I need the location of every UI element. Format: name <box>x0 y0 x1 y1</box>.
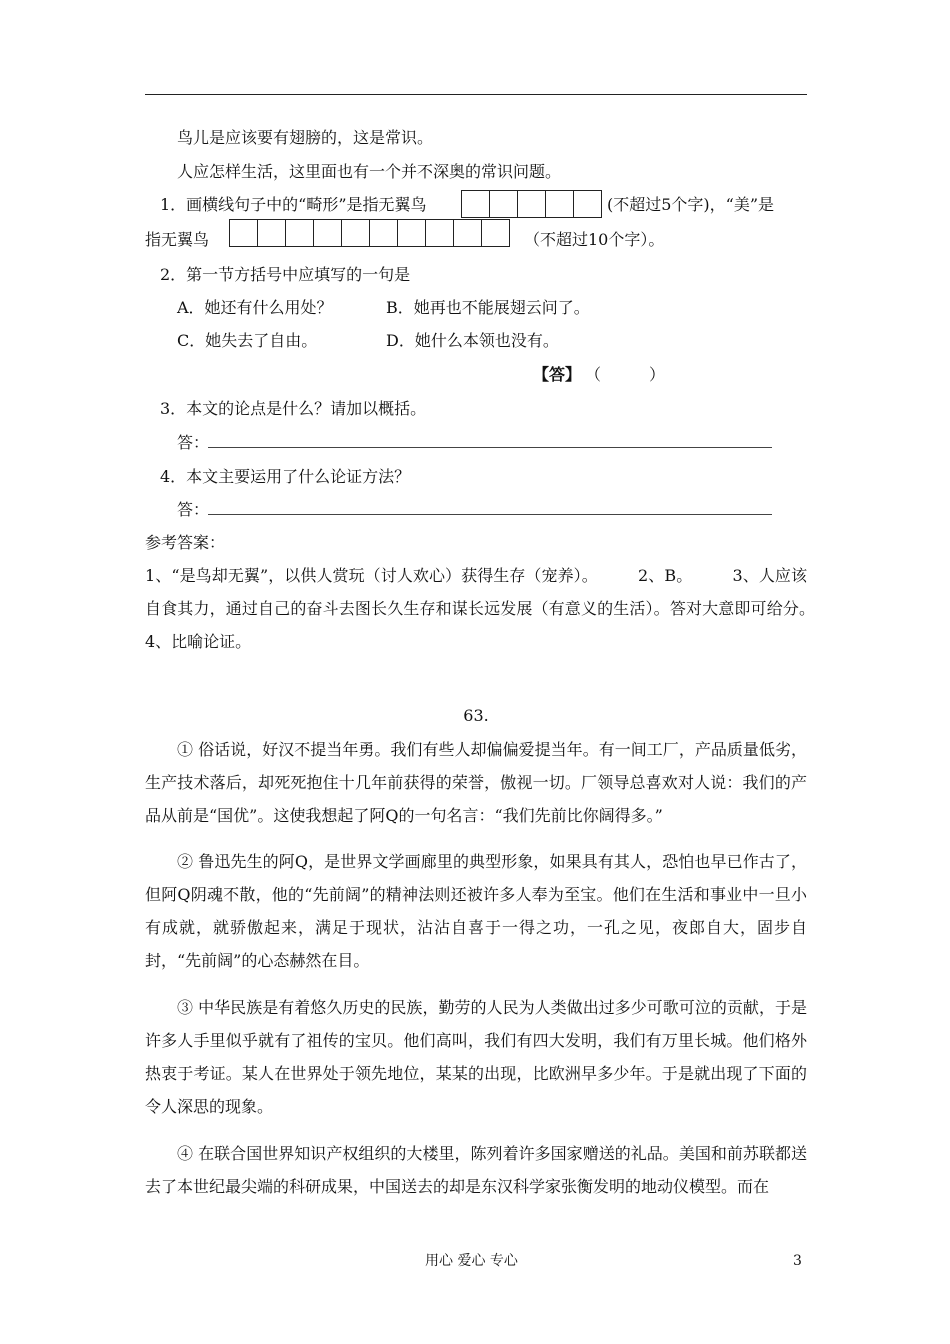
answer-box[interactable] <box>342 219 370 247</box>
answer-box[interactable] <box>518 190 546 218</box>
q2-answer-blank[interactable]: （ ） <box>585 365 666 384</box>
header-rule <box>145 94 807 95</box>
intro-line-2: 人应怎样生活，这里面也有一个并不深奥的常识问题。 <box>177 162 562 181</box>
answer-box[interactable] <box>314 219 342 247</box>
answer-box[interactable] <box>258 219 286 247</box>
paragraph-4: ④ 在联合国世界知识产权组织的大楼里，陈列着许多国家赠送的礼品。美国和前苏联都送去了本世纪最尖端的科研成果，中国送去的却是东汉科学家张衡发明的地动仪模型。而在 <box>145 1144 807 1196</box>
answer-box[interactable] <box>286 219 314 247</box>
q1-answer-boxes-5[interactable] <box>461 190 602 218</box>
ref-title: 参考答案： <box>145 533 226 552</box>
q1-text-c: 指无翼鸟 <box>145 230 210 249</box>
paragraph-1: ① 俗话说，好汉不提当年勇。我们有些人却偏偏爱提当年。有一间工厂，产品质量低劣，生产技术落后，却死死抱住十几年前获得的荣誉，傲视一切。厂领导总喜欢对人说：我们的产品从前是“国优”。这使我想起了阿Q的一句名言：“我们先前比你阔得多。” <box>145 740 807 825</box>
q1-text-d: （不超过10个字）。 <box>524 230 665 249</box>
q1-answer-boxes-10[interactable] <box>229 219 510 247</box>
answer-box[interactable] <box>426 219 454 247</box>
answer-box[interactable] <box>398 219 426 247</box>
q1-text-a: 1．画横线句子中的“畸形”是指无翼鸟 <box>160 195 427 214</box>
answer-box[interactable] <box>454 219 482 247</box>
paragraph-2: ② 鲁迅先生的阿Q，是世界文学画廊里的典型形象，如果具有其人，恐怕也早已作古了，但阿Q阴魂不散，他的“先前阔”的精神法则还被许多人奉为至宝。他们在生活和事业中一旦小有成就，就骄傲起来，满足于现状，沾沾自喜于一得之功，一孔之见，夜郎自大，固步自封，“先前阔”的心态赫然在目。 <box>145 852 807 970</box>
answer-box[interactable] <box>574 190 602 218</box>
page-number: 3 <box>793 1253 802 1269</box>
q4-answer-label: 答： <box>177 500 210 519</box>
answer-box[interactable] <box>546 190 574 218</box>
q4-text: 4．本文主要运用了什么论证方法？ <box>160 467 411 486</box>
q2-option-b: B．她再也不能展翅云问了。 <box>386 298 590 317</box>
q2-text: 2．第一节方括号中应填写的一句是 <box>160 265 411 284</box>
paragraph-3: ③ 中华民族是有着悠久历史的民族，勤劳的人民为人类做出过多少可歌可泣的贡献，于是许多人手里似乎就有了祖传的宝贝。他们高叫，我们有四大发明，我们有万里长城。他们格外热衷于考证。某人在世界处于领先地位，某某的出现，比欧洲早多少年。于是就出现了下面的令人深思的现象。 <box>145 998 807 1116</box>
footer-motto: 用心 爱心 专心 <box>425 1253 518 1269</box>
q1-text-b: (不超过5个字)，“美”是 <box>607 195 775 214</box>
q2-answer-label: 【答】 <box>533 365 582 384</box>
section-number: 63. <box>463 706 489 725</box>
q2-option-c: C．她失去了自由。 <box>177 331 318 350</box>
ref-answer-text: 1、“是鸟却无翼”，以供人赏玩（讨人欢心）获得生存（宠养）。 2、B。 3、人应该自食其力，通过自己的奋斗去图长久生存和谋长远发展（有意义的生活）。答对大意即可给分。 4、比喻论证。 <box>145 566 856 651</box>
q3-answer-label: 答： <box>177 433 210 452</box>
answer-box[interactable] <box>462 190 490 218</box>
q4-answer-line[interactable] <box>208 514 772 515</box>
q2-option-d: D．她什么本领也没有。 <box>386 331 559 350</box>
answer-box[interactable] <box>230 219 258 247</box>
answer-box[interactable] <box>482 219 510 247</box>
answer-box[interactable] <box>370 219 398 247</box>
intro-line-1: 鸟儿是应该要有翅膀的，这是常识。 <box>177 128 434 147</box>
q3-answer-line[interactable] <box>208 447 772 448</box>
answer-box[interactable] <box>490 190 518 218</box>
q3-text: 3．本文的论点是什么？请加以概括。 <box>160 399 427 418</box>
q2-option-a: A．她还有什么用处？ <box>177 298 333 317</box>
